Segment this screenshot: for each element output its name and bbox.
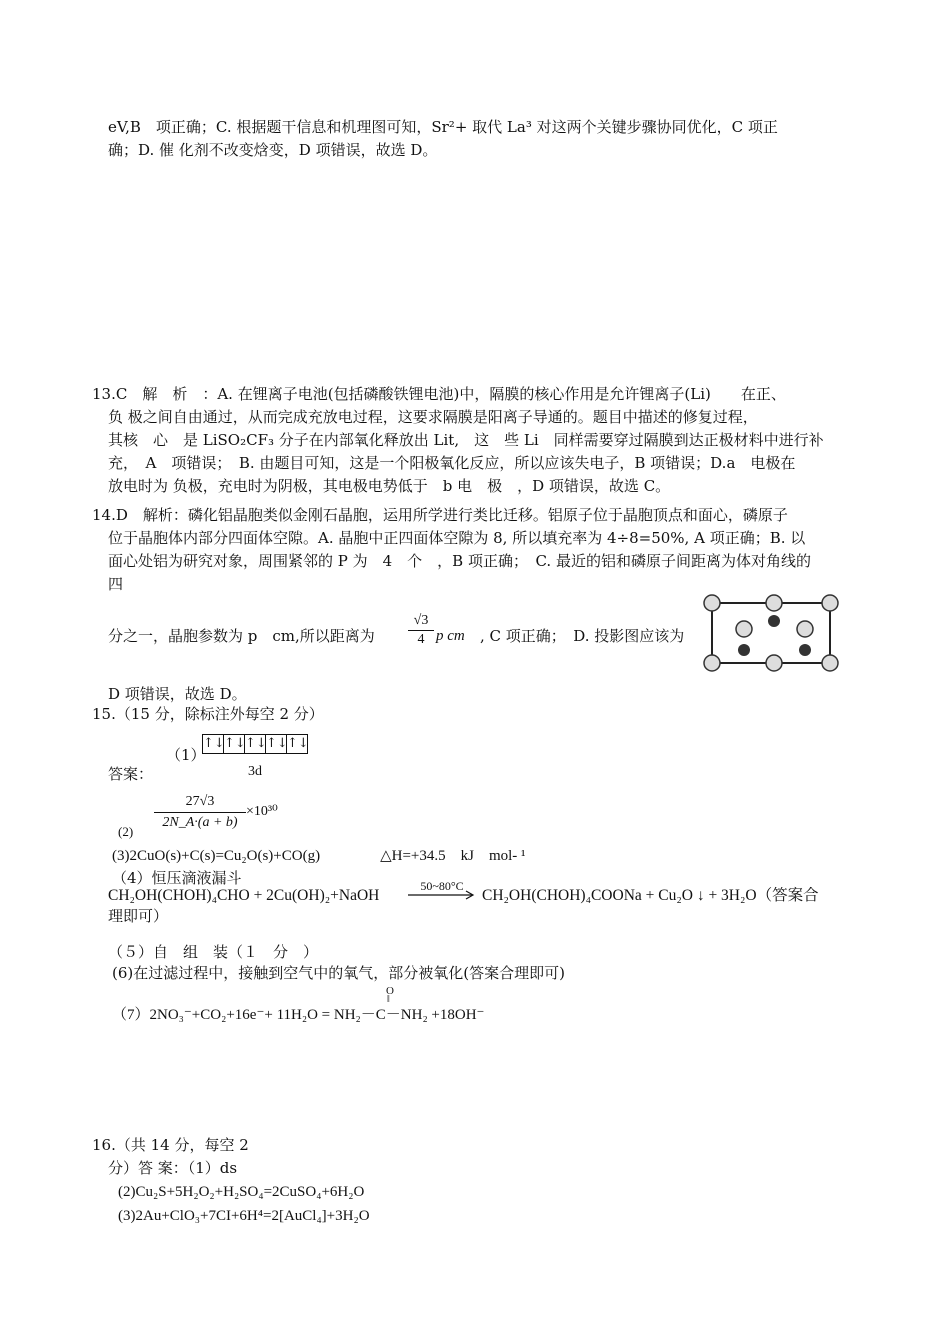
- q15-6: (6)在过滤过程中，接触到空气中的氧气，部分被氧化(答案合理即可): [112, 964, 565, 982]
- q15-4-reactants: CH₂OH(CHOH)₄CHO + 2Cu(OH)₂+NaOH: [108, 887, 380, 904]
- q16-line: 分）答 案：（1）ds: [108, 1159, 238, 1177]
- q14-line: 位于晶胞体内部分四面体空隙。A. 晶胞中正四面体空隙为 8, 所以填充率为 4÷8=50%, A 项正确；B. 以: [108, 529, 806, 547]
- q15-heading: 15.（15 分，除标注外每空 2 分）: [92, 705, 324, 723]
- q16-heading: 16.（共 14 分，每空 2: [92, 1136, 249, 1154]
- q15-4: （4）恒压滴液漏斗: [112, 869, 242, 887]
- q15-2-power: ×10³⁰: [246, 804, 278, 819]
- fraction-denominator: 2N_A·(a + b): [162, 815, 238, 830]
- al-atom: [797, 621, 813, 637]
- q15-2-label: (2): [118, 824, 134, 839]
- orbital-box: ↑↓: [287, 736, 309, 751]
- fraction-denominator: 4: [417, 632, 425, 647]
- carbonyl-o: O: [386, 985, 394, 997]
- orbital-diagram: [202, 734, 308, 754]
- q14-line: 四: [108, 575, 124, 593]
- reaction-condition: 50~80°C: [420, 879, 464, 893]
- q14-line: , C 项正确； D. 投影图应该为: [480, 627, 685, 645]
- q15-2-fraction: [154, 792, 246, 833]
- orbital-box: ↑↓: [245, 736, 267, 751]
- q14-line: D 项错误，故选 D。: [108, 685, 247, 703]
- projection-diagram: [702, 593, 842, 673]
- para-line: 确；D. 催 化剂不改变焓变，D 项错误，故选 D。: [108, 141, 438, 159]
- q15-1-label: （1）: [166, 746, 206, 764]
- q14-line: 14.D 解析：磷化铝晶胞类似金刚石晶胞，运用所学进行类比迁移。铝原子位于晶胞顶点和面心，磷原子: [92, 506, 788, 524]
- orbital-box: ↑↓: [203, 736, 225, 751]
- p-atom: [768, 615, 780, 627]
- answer-label: 答案：: [108, 765, 154, 783]
- al-atom: [822, 655, 838, 671]
- q15-4-end: 理即可）: [108, 907, 169, 925]
- al-atom: [704, 595, 720, 611]
- al-atom: [766, 595, 782, 611]
- q13-line: 其核 心 是 LiSO₂CF₃ 分子在内部氧化释放出 Lit, 这 些 Li 同样需要穿过隔膜到达正极材料中进行补: [108, 431, 824, 449]
- q13-line: 负 极之间自由通过，从而完成充放电过程，这要求隔膜是阳离子导通的。题目中描述的修复过程，: [108, 408, 758, 426]
- orbital-box: ↑↓: [224, 736, 246, 751]
- q15-4-products: CH₂OH(CHOH)₄COONa + Cu₂O ↓ + 3H₂O（答案合: [482, 887, 819, 904]
- p-atom: [799, 644, 811, 656]
- fraction-numerator: 27√3: [154, 792, 246, 813]
- q16-3: (3)2Au+ClO₃+7CI+6H⁴=2[AuCl₄]+3H₂O: [118, 1208, 370, 1224]
- fraction-numerator: √3: [408, 612, 434, 631]
- q16-2: (2)Cu₂S+5H₂O₂+H₂SO₄=2CuSO₄+6H₂O: [118, 1184, 365, 1200]
- distance-unit: p cm: [436, 628, 465, 644]
- orbital-label: 3d: [248, 764, 262, 779]
- reaction-arrow-icon: [408, 890, 476, 900]
- q14-line: 分之一，晶胞参数为 p cm,所以距离为: [108, 627, 375, 645]
- q15-7: （7）2NO₃⁻+CO₂+16e⁻+ 11H₂O = NH₂－C－NH₂ +18OH⁻: [112, 1007, 485, 1023]
- q14-line: 面心处铝为研究对象，周围紧邻的 P 为 4 个 ，B 项正确； C. 最近的铝和磷原子间距离为体对角线的: [108, 552, 811, 570]
- al-atom: [736, 621, 752, 637]
- q13-line: 充， A 项错误； B. 由题目可知，这是一个阳极氧化反应，所以应该失电子，B 项错误；D.a 电极在: [108, 454, 796, 472]
- p-atom: [738, 644, 750, 656]
- q15-3: (3)2CuO(s)+C(s)=Cu₂O(s)+CO(g) △H=+34.5 kJ mol- ¹: [112, 848, 526, 864]
- q15-5: （５）自 组 装（１ 分 ）: [108, 943, 319, 961]
- para-line: eV,B 项正确；C. 根据题干信息和机理图可知，Sr²+ 取代 La³ 对这两个关键步骤协同优化，C 项正: [108, 118, 778, 136]
- al-atom: [704, 655, 720, 671]
- al-atom: [766, 655, 782, 671]
- sqrt3-over-4-fraction: [408, 612, 434, 649]
- q13-line: 放电时为 负极，充电时为阴极，其电极电势低于 b 电 极 ，D 项错误，故选 C。: [108, 477, 671, 495]
- carbonyl-bond: ‖: [387, 994, 390, 1005]
- orbital-box: ↑↓: [266, 736, 288, 751]
- al-atom: [822, 595, 838, 611]
- q13-line: 13.C 解 析 ：A. 在锂离子电池(包括磷酸铁锂电池)中，隔膜的核心作用是允许锂离子(Li) 在正、: [92, 385, 786, 403]
